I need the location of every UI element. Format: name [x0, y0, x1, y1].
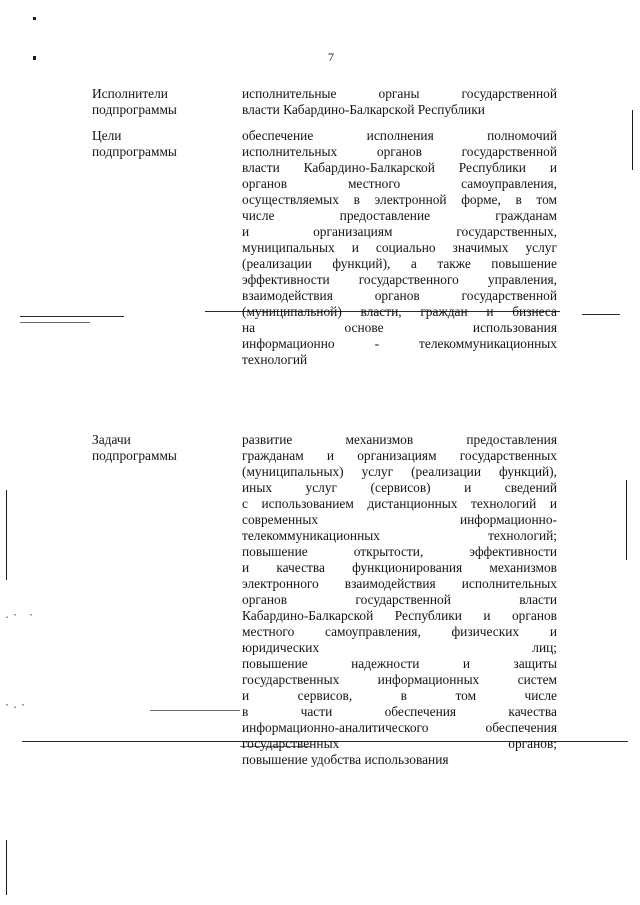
description-line: органов местного самоуправления,	[242, 176, 557, 191]
description-line: информационно - телекоммуникационных	[242, 336, 557, 351]
scan-artifact-rule	[20, 316, 124, 317]
scan-speckles: ·.·	[4, 700, 29, 711]
description-line: повышение открытости, эффективности	[242, 544, 557, 559]
page-number: 7	[328, 50, 334, 64]
description-line: повышение удобства использования	[242, 752, 449, 767]
description-line: исполнительные органы государственной	[242, 86, 557, 101]
description-line: власти Кабардино-Балкарской Республики	[242, 102, 485, 117]
description-line: (реализации функций), а также повышение	[242, 256, 557, 271]
description-line: электронного взаимодействия исполнительных	[242, 576, 557, 591]
description-line: взаимодействия органов государственной	[242, 288, 557, 303]
description-line: современных информационно-	[242, 512, 557, 527]
description-line: развитие механизмов предоставления	[242, 432, 557, 447]
description-line: и качества функционирования механизмов	[242, 560, 557, 575]
description-line: Кабардино-Балкарской Республики и органов	[242, 608, 557, 623]
description-line: иных услуг (сервисов) и сведений	[242, 480, 557, 495]
description-line: с использованием дистанционных технологий и	[242, 496, 557, 511]
description-line: власти Кабардино-Балкарской Республики и	[242, 160, 557, 175]
description-line: информационно-аналитического обеспечения	[242, 720, 557, 735]
description-line: числе предоставление гражданам	[242, 208, 557, 223]
scan-edge-line	[6, 840, 7, 895]
scan-speck	[33, 56, 36, 60]
description-line: государственных информационных систем	[242, 672, 557, 687]
description-line: на основе использования	[242, 320, 557, 335]
scan-edge-line	[6, 490, 7, 580]
row-description-executors	[242, 86, 557, 118]
row-description-tasks	[242, 432, 557, 768]
description-line: (муниципальной) власти, граждан и бизнеса	[242, 304, 557, 319]
scan-speck	[33, 17, 36, 20]
scan-artifact-rule	[582, 314, 620, 315]
row-label-goals: Цели подпрограммы	[92, 128, 177, 159]
description-line: юридических лиц;	[242, 640, 557, 655]
description-line: муниципальных и социально значимых услуг	[242, 240, 557, 255]
scan-edge-line	[626, 480, 627, 560]
description-line: исполнительных органов государственной	[242, 144, 557, 159]
description-line: гражданам и организациям государственных	[242, 448, 557, 463]
description-line: обеспечение исполнения полномочий	[242, 128, 557, 143]
description-line: технологий	[242, 352, 308, 367]
row-label-executors: Исполнители подпрограммы	[92, 86, 177, 117]
description-line: (муниципальных) услуг (реализации функций),	[242, 464, 557, 479]
scan-speckles: .· ·	[4, 610, 37, 621]
description-line: телекоммуникационных технологий;	[242, 528, 557, 543]
description-line: повышение надежности и защиты	[242, 656, 557, 671]
scan-artifact-rule	[20, 322, 90, 323]
description-line: осуществляемых в электронной форме, в том	[242, 192, 557, 207]
description-line: в части обеспечения качества	[242, 704, 557, 719]
description-line: государственных органов;	[242, 736, 557, 751]
description-line: органов государственной власти	[242, 592, 557, 607]
row-label-tasks: Задачи подпрограммы	[92, 432, 177, 463]
description-line: и сервисов, в том числе	[242, 688, 557, 703]
description-line: и организациям государственных,	[242, 224, 557, 239]
description-line: эффективности государственного управления,	[242, 272, 557, 287]
scan-artifact-rule	[150, 710, 240, 711]
row-description-goals	[242, 128, 557, 368]
scan-edge-line	[632, 110, 633, 170]
description-line: местного самоуправления, физических и	[242, 624, 557, 639]
